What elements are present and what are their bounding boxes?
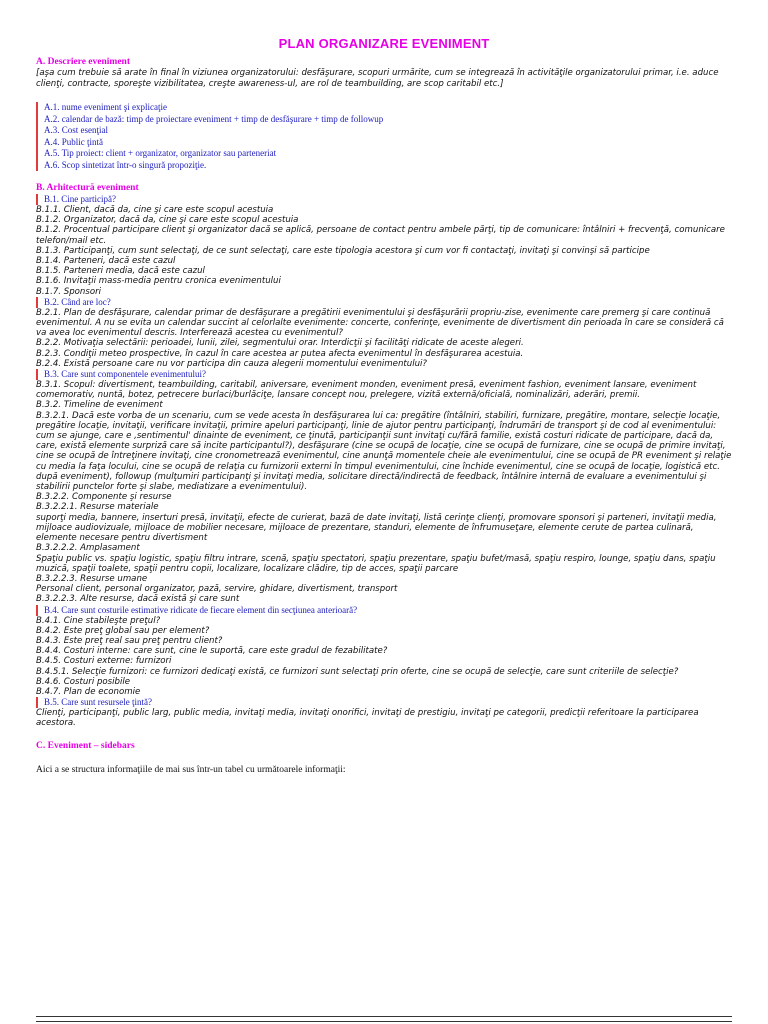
text-line: Clienţi, participanţi, public larg, public media, invitaţi media, invitaţi onorifici, invitaţi de prestigiu, invitaţi pe categorii, predicţii referitoare la participarea acestora. [36, 708, 699, 729]
section-b-heading: B. Arhitectură eveniment [36, 183, 139, 193]
text-line: B.4.5. Costuri externe: furnizori [36, 656, 172, 667]
list-item: A.5. Tip proiect: client + organizator, organizator sau parteneriat [44, 148, 277, 158]
section-c-heading: C. Eveniment – sidebars [36, 740, 135, 751]
text-line: B.3.2.2. Componente şi resurse [36, 492, 172, 503]
text-line: B.1.2. Organizator, dacă da, cine şi care este scopul acestuia [36, 215, 299, 226]
text-line: B.3.2. Timeline de eveniment [36, 400, 163, 411]
text-line: B.4.3. Este preţ real sau preţ pentru client? [36, 635, 223, 646]
subsection-heading: B.5. Care sunt resursele ţintă? [36, 697, 732, 708]
text-line: B.2.2. Motivaţia selectării: perioadei, lunii, zilei, segmentului orar. Interdicţii şi facilităţi ridicate de aceste alegeri. [36, 338, 524, 349]
text-line: B.4.2. Este preţ global sau per element? [36, 625, 210, 636]
list-item: A.3. Cost esenţial [44, 125, 108, 135]
text-line: B.4.4. Costuri interne: care sunt, cine le suportă, care este gradul de fezabilitate? [36, 646, 388, 657]
text-line: B.1.7. Sponsori [36, 286, 102, 297]
list-item: A.6. Scop sintetizat într-o singură propoziţie. [44, 159, 207, 170]
list-item: A.1. nume eveniment şi explicaţie [44, 102, 167, 112]
text-line: B.3.2.2.3. Alte resurse, dacă există şi care sunt [36, 594, 240, 605]
text-line: B.2.4. Există persoane care nu vor participa din cauza alegerii momentului evenimentului? [36, 358, 427, 369]
list-item: A.2. calendar de bază: timp de proiectare eveniment + timp de desfăşurare + timp de followup [44, 113, 384, 124]
text-line: B.1.5. Parteneri media, dacă este cazul [36, 266, 205, 277]
text-line: Personal client, personal organizator, pază, servire, ghidare, divertisment, transport [36, 584, 398, 595]
text-line: B.1.4. Parteneri, dacă este cazul [36, 256, 176, 267]
page-footer-rule [36, 1016, 732, 1022]
subsection-heading: B.3. Care sunt componentele evenimentului? [36, 369, 732, 380]
text-line: B.1.6. Invitaţii mass-media pentru cronica evenimentului [36, 276, 281, 287]
subsection-heading: B.1. Cine participă? [36, 194, 732, 205]
text-line: B.3.2.2.1. Resurse materiale [36, 502, 159, 513]
text-line: B.2.3. Condiţii meteo prospective, în cazul în care acestea ar putea afecta evenimentul în desfăşurarea acestuia. [36, 348, 524, 359]
text-line: B.4.1. Cine stabileşte preţul? [36, 615, 161, 626]
list-item: A.4. Public ţintă [44, 136, 103, 147]
text-line: B.4.5.1. Selecţie furnizori: ce furnizori dedicaţi există, ce furnizori sunt selectaţi prin oferte, cine se ocupă de selecţie, care sunt criteriile de selecţie? [36, 666, 679, 677]
section-a-intro: [aşa cum trebuie să arate în final în viziunea organizatorului: desfăşurare, scopuri urmărite, cum se integrează în activităţile organizatorului primar, i.e. aduce clienţi, contracte, sporeşte vizibilitatea, creşte awareness-ul, are rol de teambuilding, are scop caritabil etc.] [36, 68, 719, 89]
subsection-heading: B.2. Când are loc? [36, 297, 732, 308]
document-page [36, 36, 732, 776]
page-title: PLAN ORGANIZARE EVENIMENT [278, 36, 490, 51]
text-line: B.4.7. Plan de economie [36, 686, 141, 697]
text-line: B.3.2.2.2. Amplasament [36, 543, 140, 554]
text-line: suporţi media, bannere, inserturi presă, invitaţii, efecte de curierat, bază de date invitaţi, listă cerinţe clienţi, promovare sponsori şi parteneri, invitaţii media, mijloace audiovizuale, mijloace de mobilier necesare, mijloace de prezentare, standuri, elemente de înfrumuseţare, elemente cerute de partea culinară, elemente necesare pentru divertisment [36, 512, 717, 544]
text-line: B.3.1. Scopul: divertisment, teambuilding, caritabil, aniversare, eveniment monden, eveniment presă, eveniment fashion, eveniment lansare, eveniment comemorativ, nuntă, botez, petrecere burlaci/burlăciţe, lansare concept nou, prelegere, vizită externă/oficială, nominalizări, aderări, premii. [36, 380, 697, 401]
text-line: B.3.2.1. Dacă este vorba de un scenariu, cum se vede acesta în desfăşurarea lui ca: pregătire (întâlniri, stabiliri, furnizare, pregătire, montare, selecţie locaţie, pregătire locaţie, invitaţii, verificare invitaţii, primire apeluri participanţi, linie de ajutor pentru participanţi, îndrumări de transport şi de cod al evenimentului: cum se ajunge, care e ,sentimentul' dinainte de eveniment, ce ţinută, participanţii sunt invitaţi cu/fără familie, există costuri ridicate de participare, dacă da, care, există elemente surpriză care să incite participantul?), desfăşurare (cine se ocupă de locaţie, cine se ocupă de furnizare, cine se ocupă de primire invitaţi, cine se ocupă de întreţinere invitaţi, cine cronometrează evenimentul, cine anunţă momentele cheie ale evenimentului, cine se ocupă de PR eveniment şi relaţie cu media la faţa locului, cine se ocupă de relaţia cu furnizorii externi în timpul evenimentului, cine închide evenimentul, cine se ocupă de locaţie, logistică etc. după eveniment), followup (mulţumiri participanţi şi invitaţi media, solicitare directă/indirectă de feedback, întâlnire internă de evaluare a evenimentului şi stabilirii punctelor forte şi slabe, mediatizare a evenimentului). [36, 410, 732, 493]
section-a-list [36, 102, 732, 171]
text-line: B.2.1. Plan de desfăşurare, calendar primar de desfăşurare a pregătirii evenimentului şi desfăşurării propriu-zise, evenimente care premerg şi care continuă evenimentul. A nu se evita un calendar succint al celorlalte evenimente: concerte, conferinţe, evenimente de divertisment din perioada în care se consideră că va avea loc evenimentul descris. Interferează acestea cu evenimentul? [36, 307, 724, 339]
section-c-text: Aici a se structura informaţiile de mai sus într-un tabel cu următoarele informaţii: [36, 764, 346, 775]
text-line: B.1.2. Procentual participare client şi organizator dacă se aplică, persoane de contact pentru ambele părţi, tip de comunicare: întâlniri + frecvenţă, comunicare telefon/mail etc. [36, 225, 725, 246]
subsection-heading: B.4. Care sunt costurile estimative ridicate de fiecare element din secţiunea anterioară? [36, 605, 732, 616]
text-line: B.3.2.2.3. Resurse umane [36, 573, 148, 584]
text-line: B.1.1. Client, dacă da, cine şi care este scopul acestuia [36, 205, 274, 215]
text-line: B.4.6. Costuri posibile [36, 676, 131, 687]
text-line: Spaţiu public vs. spaţiu logistic, spaţiu filtru intrare, scenă, spaţiu spectatori, spaţiu prezentare, spaţiu bufet/masă, spaţiu respiro, lounge, spaţiu dans, spaţiu muzică, spaţii toalete, spaţii pentru copii, localizare, localizare clădire, tip de acces, spaţii parcare [36, 553, 716, 574]
section-a-heading: A. Descriere eveniment [36, 57, 130, 67]
text-line: B.1.3. Participanţi, cum sunt selectaţi, de ce sunt selectaţi, care este tipologia acestora şi cum vor fi contactaţi, invitaţi şi convinşi să participe [36, 245, 650, 256]
